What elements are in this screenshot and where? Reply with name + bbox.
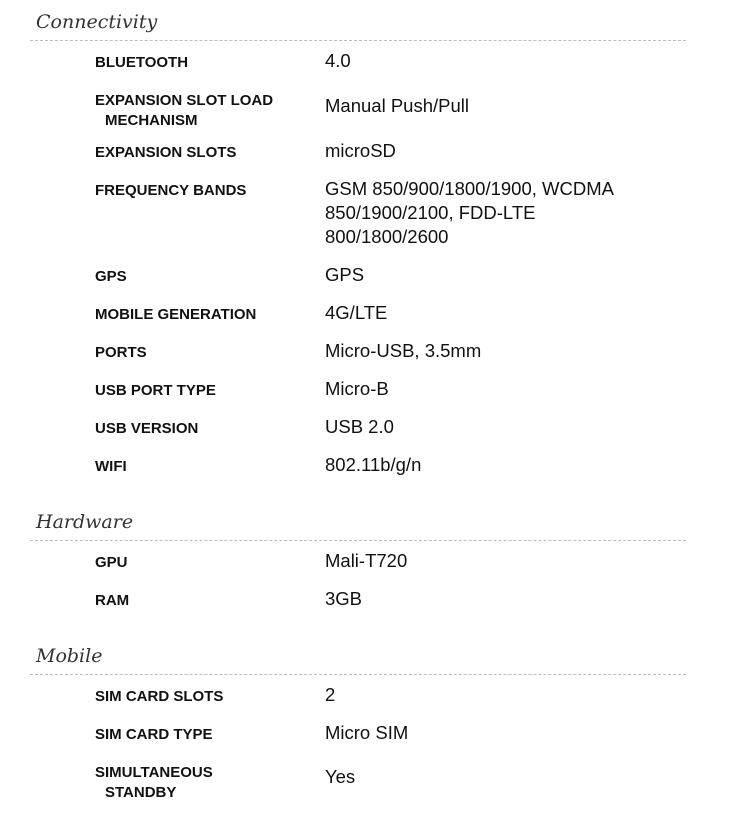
spec-label: USB PORT TYPE xyxy=(95,382,216,399)
spec-label: USB VERSION xyxy=(95,420,199,437)
spec-label: BLUETOOTH xyxy=(95,54,189,71)
spec-value: Yes xyxy=(325,766,356,787)
spec-label: FREQUENCY BANDS xyxy=(95,182,247,199)
spec-value: Micro-B xyxy=(325,378,389,399)
spec-label xyxy=(95,91,315,131)
spec-label: PORTS xyxy=(95,344,147,361)
spec-label xyxy=(95,763,315,803)
spec-label-line: STANDBY xyxy=(105,784,177,801)
spec-label-line: EXPANSION SLOT LOAD xyxy=(95,92,274,109)
spec-label: EXPANSION SLOTS xyxy=(95,144,237,161)
spec-value: 2 xyxy=(325,684,336,705)
spec-value: microSD xyxy=(325,140,396,161)
spec-value: USB 2.0 xyxy=(325,416,394,437)
spec-value: Micro SIM xyxy=(325,722,409,743)
spec-label: WIFI xyxy=(95,458,127,475)
section-title-hardware: Hardware xyxy=(36,511,134,533)
section-title-connectivity: Connectivity xyxy=(36,11,158,33)
spec-value: Micro-USB, 3.5mm xyxy=(325,340,482,361)
spec-value: Mali-T720 xyxy=(325,550,408,571)
section-title-mobile: Mobile xyxy=(36,645,103,667)
spec-label-line: SIMULTANEOUS xyxy=(95,764,213,781)
spec-label: GPU xyxy=(95,554,128,571)
spec-label-line: MECHANISM xyxy=(105,112,198,129)
spec-label: RAM xyxy=(95,592,130,609)
spec-value: 4.0 xyxy=(325,50,351,71)
spec-label: SIM CARD SLOTS xyxy=(95,688,224,705)
spec-value-line: GSM 850/900/1800/1900, WCDMA xyxy=(325,178,614,199)
spec-value xyxy=(325,177,655,249)
spec-value: 3GB xyxy=(325,588,363,609)
spec-value-line: 850/1900/2100, FDD-LTE xyxy=(325,202,536,223)
spec-label: GPS xyxy=(95,268,127,285)
spec-label: SIM CARD TYPE xyxy=(95,726,213,743)
spec-value: 4G/LTE xyxy=(325,302,388,323)
section-divider xyxy=(30,674,686,675)
section-divider xyxy=(30,40,686,41)
spec-value-line: 800/1800/2600 xyxy=(325,226,449,247)
section-divider xyxy=(30,540,686,541)
spec-value: GPS xyxy=(325,264,365,285)
spec-label: MOBILE GENERATION xyxy=(95,306,257,323)
spec-value: 802.11b/g/n xyxy=(325,454,422,475)
spec-value: Manual Push/Pull xyxy=(325,95,469,116)
